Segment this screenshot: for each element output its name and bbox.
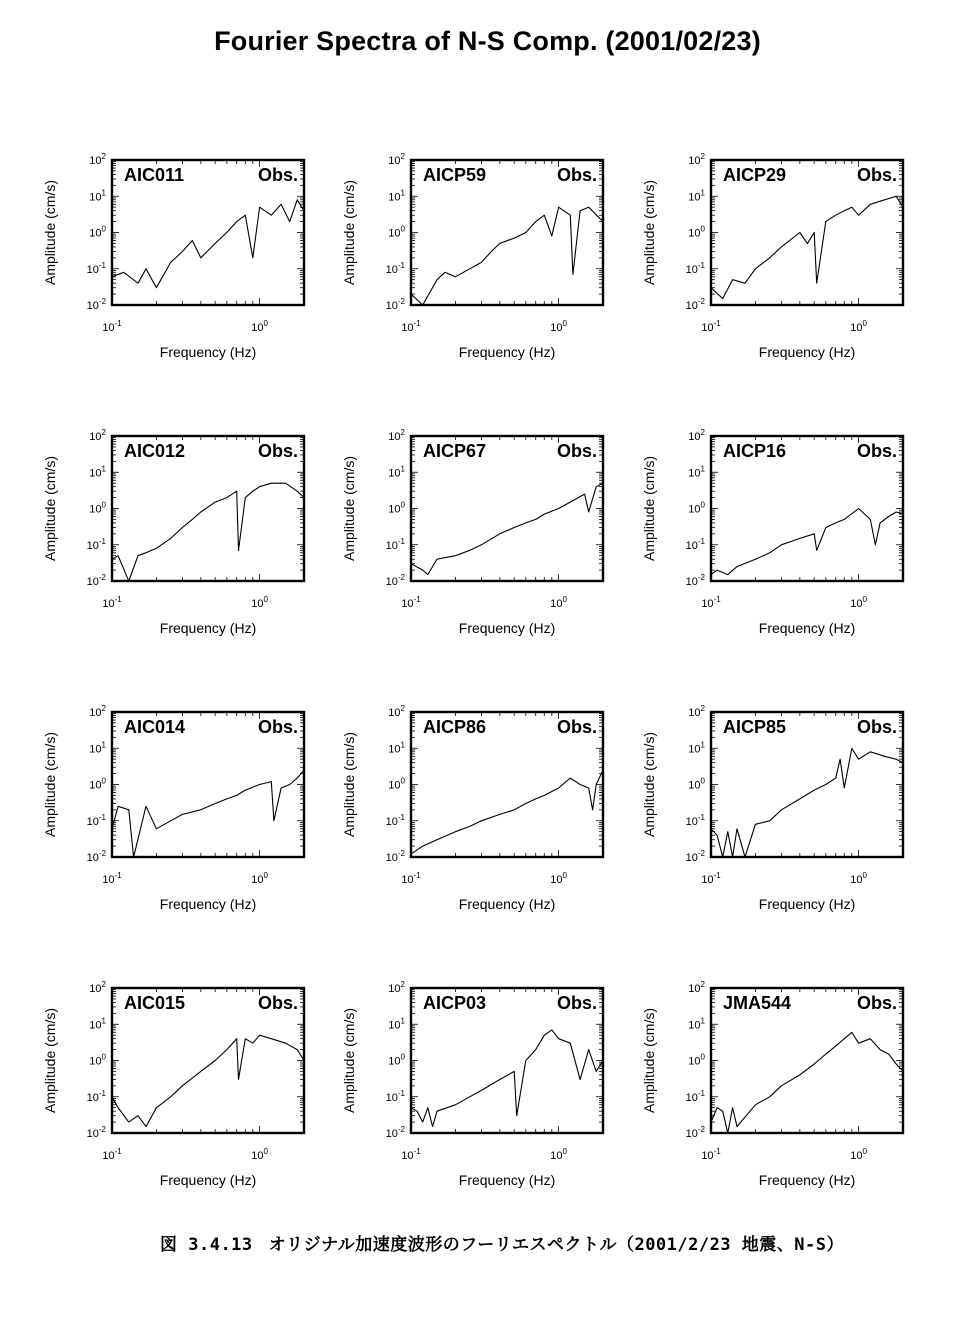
- y-tick-label: $10^2$: [89, 704, 106, 719]
- y-tick-label: $10^{-2}$: [685, 1125, 705, 1140]
- y-tick-label: $10^2$: [688, 152, 705, 167]
- y-axis-title: Amplitude (cm/s): [641, 179, 657, 286]
- y-tick-label: $10^{-2}$: [86, 573, 106, 588]
- chart-panel-aicp67: [341, 428, 603, 636]
- x-tick-label: $10^{-1}$: [701, 595, 721, 610]
- obs-label: Obs.: [556, 165, 597, 185]
- x-tick-label: $10^{-1}$: [102, 319, 122, 334]
- x-axis-title: Frequency (Hz): [458, 344, 556, 360]
- obs-label: Obs.: [257, 717, 298, 737]
- x-tick-label: $10^{-1}$: [102, 595, 122, 610]
- chart-panel-jma544: [641, 980, 903, 1188]
- x-tick-label: $10^{-1}$: [401, 319, 421, 334]
- x-tick-label: $10^0$: [251, 319, 268, 334]
- y-axis-title: Amplitude (cm/s): [42, 179, 58, 286]
- y-axis-title: Amplitude (cm/s): [641, 1007, 657, 1114]
- y-tick-label: $10^0$: [89, 224, 106, 240]
- x-tick-label: $10^0$: [251, 871, 268, 886]
- y-tick-label: $10^0$: [388, 776, 405, 792]
- y-tick-label: $10^{-1}$: [385, 812, 405, 828]
- y-tick-label: $10^0$: [89, 1052, 106, 1068]
- x-axis-title: Frequency (Hz): [159, 344, 257, 360]
- y-tick-label: $10^0$: [388, 1052, 405, 1068]
- station-label: AIC014: [124, 717, 186, 737]
- chart-panel-aicp86: [341, 704, 603, 912]
- x-tick-label: $10^{-1}$: [401, 871, 421, 886]
- chart-panel-aicp03: [341, 980, 603, 1188]
- y-tick-label: $10^{-1}$: [685, 1088, 705, 1104]
- y-tick-label: $10^2$: [388, 152, 405, 167]
- spectrum-line: [711, 509, 903, 575]
- y-tick-label: $10^{-2}$: [86, 1125, 106, 1140]
- obs-label: Obs.: [856, 717, 897, 737]
- spectrum-line: [112, 200, 304, 288]
- spectrum-line: [711, 748, 903, 857]
- y-tick-label: $10^1$: [688, 740, 705, 756]
- y-tick-label: $10^{-2}$: [685, 849, 705, 864]
- figure-caption-text: オリジナル加速度波形のフーリエスペクトル（2001/2/23 地震、N-S）: [268, 1235, 845, 1255]
- obs-label: Obs.: [856, 993, 897, 1013]
- y-tick-label: $10^{-1}$: [685, 536, 705, 552]
- y-tick-label: $10^2$: [388, 980, 405, 995]
- station-label: AIC012: [124, 441, 186, 461]
- x-axis-title: Frequency (Hz): [758, 1172, 856, 1188]
- chart-panel-aic011: [42, 152, 304, 360]
- station-label: AICP67: [423, 441, 487, 461]
- x-tick-label: $10^{-1}$: [701, 1147, 721, 1162]
- spectrum-line: [112, 770, 304, 857]
- chart-panel-aicp85: [641, 704, 903, 912]
- y-tick-label: $10^{-2}$: [685, 297, 705, 312]
- y-tick-label: $10^2$: [388, 428, 405, 443]
- y-tick-label: $10^{-1}$: [86, 536, 106, 552]
- station-label: AICP16: [723, 441, 787, 461]
- station-label: AICP03: [423, 993, 487, 1013]
- y-tick-label: $10^{-1}$: [86, 812, 106, 828]
- x-axis-title: Frequency (Hz): [758, 896, 856, 912]
- x-tick-label: $10^{-1}$: [102, 1147, 122, 1162]
- x-tick-label: $10^0$: [850, 1147, 867, 1162]
- spectrum-line: [411, 483, 603, 574]
- x-tick-label: $10^0$: [850, 595, 867, 610]
- y-axis-title: Amplitude (cm/s): [641, 731, 657, 838]
- chart-panel-aic015: [42, 980, 304, 1188]
- y-tick-label: $10^2$: [89, 428, 106, 443]
- y-tick-label: $10^1$: [89, 464, 106, 480]
- y-tick-label: $10^1$: [388, 740, 405, 756]
- station-label: AICP59: [423, 165, 487, 185]
- obs-label: Obs.: [856, 441, 897, 461]
- x-tick-label: $10^0$: [550, 871, 567, 886]
- y-tick-label: $10^2$: [688, 428, 705, 443]
- y-axis-title: Amplitude (cm/s): [341, 455, 357, 562]
- y-tick-label: $10^2$: [89, 980, 106, 995]
- y-axis-title: Amplitude (cm/s): [42, 731, 58, 838]
- y-tick-label: $10^2$: [89, 152, 106, 167]
- x-tick-label: $10^0$: [550, 595, 567, 610]
- y-tick-label: $10^{-1}$: [385, 536, 405, 552]
- y-tick-label: $10^{-2}$: [685, 573, 705, 588]
- y-axis-title: Amplitude (cm/s): [42, 455, 58, 562]
- y-tick-label: $10^{-1}$: [86, 1088, 106, 1104]
- y-tick-label: $10^2$: [688, 704, 705, 719]
- y-tick-label: $10^1$: [688, 464, 705, 480]
- x-tick-label: $10^{-1}$: [701, 871, 721, 886]
- y-tick-label: $10^{-2}$: [385, 297, 405, 312]
- y-tick-label: $10^0$: [89, 500, 106, 516]
- station-label: JMA544: [723, 993, 792, 1013]
- y-axis-title: Amplitude (cm/s): [341, 731, 357, 838]
- y-tick-label: $10^{-1}$: [685, 260, 705, 276]
- obs-label: Obs.: [257, 165, 298, 185]
- y-axis-title: Amplitude (cm/s): [42, 1007, 58, 1114]
- y-tick-label: $10^2$: [688, 980, 705, 995]
- y-tick-label: $10^{-1}$: [86, 260, 106, 276]
- y-tick-label: $10^0$: [388, 224, 405, 240]
- spectrum-line: [112, 483, 304, 581]
- spectrum-line: [411, 1030, 603, 1127]
- spectrum-line: [711, 196, 903, 298]
- y-tick-label: $10^1$: [688, 188, 705, 204]
- y-tick-label: $10^1$: [89, 1016, 106, 1032]
- y-axis-title: Amplitude (cm/s): [641, 455, 657, 562]
- station-label: AIC011: [124, 165, 185, 185]
- x-axis-title: Frequency (Hz): [159, 896, 257, 912]
- x-tick-label: $10^0$: [251, 1147, 268, 1162]
- figure-number: 図 3.4.13: [160, 1235, 253, 1255]
- spectrum-line: [411, 770, 603, 854]
- x-tick-label: $10^0$: [850, 871, 867, 886]
- station-label: AIC015: [124, 993, 186, 1013]
- obs-label: Obs.: [257, 441, 298, 461]
- y-tick-label: $10^{-1}$: [385, 260, 405, 276]
- page-title: Fourier Spectra of N-S Comp. (2001/02/23): [214, 26, 761, 56]
- x-axis-title: Frequency (Hz): [758, 620, 856, 636]
- x-tick-label: $10^0$: [550, 319, 567, 334]
- y-tick-label: $10^1$: [388, 1016, 405, 1032]
- x-axis-title: Frequency (Hz): [159, 1172, 257, 1188]
- y-axis-title: Amplitude (cm/s): [341, 1007, 357, 1114]
- chart-panel-aic012: [42, 428, 304, 636]
- y-tick-label: $10^{-2}$: [86, 297, 106, 312]
- y-tick-label: $10^{-2}$: [86, 849, 106, 864]
- y-tick-label: $10^{-2}$: [385, 849, 405, 864]
- y-tick-label: $10^0$: [388, 500, 405, 516]
- y-tick-label: $10^{-1}$: [385, 1088, 405, 1104]
- y-tick-label: $10^{-2}$: [385, 1125, 405, 1140]
- obs-label: Obs.: [556, 993, 597, 1013]
- y-tick-label: $10^{-2}$: [385, 573, 405, 588]
- y-tick-label: $10^1$: [688, 1016, 705, 1032]
- x-tick-label: $10^{-1}$: [102, 871, 122, 886]
- chart-panel-aic014: [42, 704, 304, 912]
- spectrum-line: [112, 1035, 304, 1126]
- x-tick-label: $10^{-1}$: [401, 1147, 421, 1162]
- x-axis-title: Frequency (Hz): [458, 1172, 556, 1188]
- y-tick-label: $10^2$: [388, 704, 405, 719]
- y-tick-label: $10^0$: [688, 224, 705, 240]
- y-tick-label: $10^{-1}$: [685, 812, 705, 828]
- station-label: AICP86: [423, 717, 487, 737]
- obs-label: Obs.: [556, 717, 597, 737]
- chart-panel-aicp59: [341, 152, 603, 360]
- station-label: AICP29: [723, 165, 787, 185]
- y-tick-label: $10^0$: [688, 1052, 705, 1068]
- chart-panel-aicp29: [641, 152, 903, 360]
- obs-label: Obs.: [856, 165, 897, 185]
- chart-panel-aicp16: [641, 428, 903, 636]
- x-tick-label: $10^0$: [251, 595, 268, 610]
- x-tick-label: $10^{-1}$: [701, 319, 721, 334]
- x-axis-title: Frequency (Hz): [458, 620, 556, 636]
- spectrum-line: [411, 207, 603, 305]
- x-axis-title: Frequency (Hz): [159, 620, 257, 636]
- x-axis-title: Frequency (Hz): [758, 344, 856, 360]
- y-tick-label: $10^1$: [388, 464, 405, 480]
- x-tick-label: $10^0$: [550, 1147, 567, 1162]
- station-label: AICP85: [723, 717, 787, 737]
- y-tick-label: $10^0$: [688, 500, 705, 516]
- y-tick-label: $10^1$: [388, 188, 405, 204]
- spectrum-line: [711, 1032, 903, 1133]
- y-tick-label: $10^0$: [89, 776, 106, 792]
- y-tick-label: $10^0$: [688, 776, 705, 792]
- obs-label: Obs.: [556, 441, 597, 461]
- y-axis-title: Amplitude (cm/s): [341, 179, 357, 286]
- y-tick-label: $10^1$: [89, 188, 106, 204]
- y-tick-label: $10^1$: [89, 740, 106, 756]
- x-tick-label: $10^{-1}$: [401, 595, 421, 610]
- x-axis-title: Frequency (Hz): [458, 896, 556, 912]
- figure-caption: [160, 1230, 920, 1255]
- obs-label: Obs.: [257, 993, 298, 1013]
- x-tick-label: $10^0$: [850, 319, 867, 334]
